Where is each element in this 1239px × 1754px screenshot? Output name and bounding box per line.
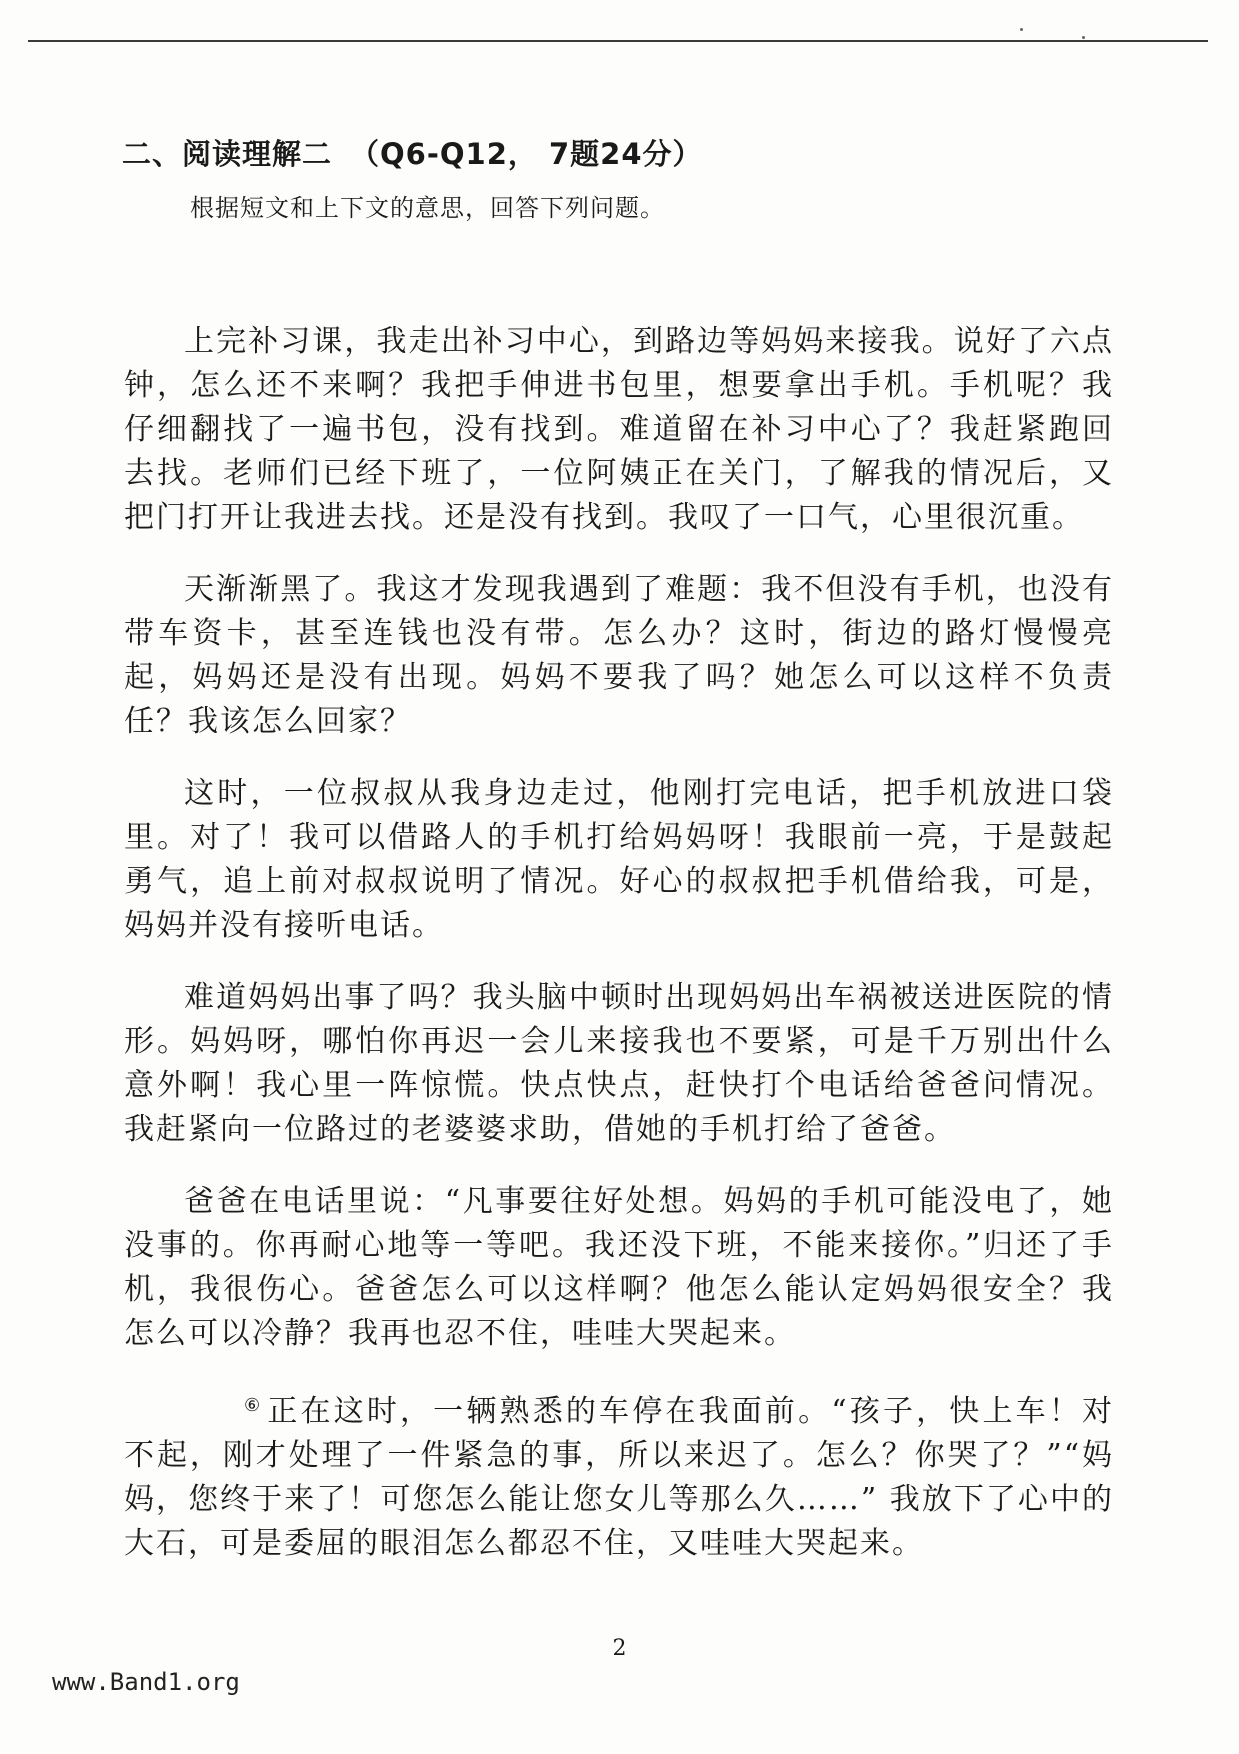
section-score: （Q6-Q12， 7题24分）	[350, 137, 703, 171]
reading-passage	[124, 320, 1114, 1594]
scan-speck	[1020, 28, 1023, 31]
instructions: 根据短文和上下文的意思，回答下列问题。	[190, 194, 665, 222]
paragraph-1: 上完补习课，我走出补习中心，到路边等妈妈来接我。说好了六点钟，怎么还不来啊？我把手伸进书包里，想要拿出手机。手机呢？我仔细翻找了一遍书包，没有找到。难道留在补习中心了？我赶紧跑回去找。老师们已经下班了，一位阿姨正在关门，了解我的情况后，又把门打开让我进去找。还是没有找到。我叹了一口气，心里很沉重。	[124, 324, 1114, 535]
section-heading	[122, 132, 703, 173]
paragraph-2: 天渐渐黑了。我这才发现我遇到了难题：我不但没有手机，也没有带车资卡，甚至连钱也没有带。怎么办？这时，街边的路灯慢慢亮起，妈妈还是没有出现。妈妈不要我了吗？她怎么可以这样不负责任？我该怎么回家？	[124, 572, 1114, 739]
paragraph-6	[124, 1384, 1114, 1566]
paragraph-3: 这时，一位叔叔从我身边走过，他刚打完电话，把手机放进口袋里。对了！我可以借路人的手机打给妈妈呀！我眼前一亮，于是鼓起勇气，追上前对叔叔说明了情况。好心的叔叔把手机借给我，可是，妈妈并没有接听电话。	[124, 776, 1114, 943]
top-rule	[28, 40, 1208, 42]
paragraph-6-text: 正在这时，一辆熟悉的车停在我面前。“孩子，快上车！对不起，刚才处理了一件紧急的事，所以来迟了。怎么？你哭了？”“妈妈，您终于来了！可您怎么能让您女儿等那么久……” 我放下了心中的大石，可是委屈的眼泪怎么都忍不住，又哇哇大哭起来。	[124, 1394, 1114, 1561]
paragraph-6-marker: ⑥	[244, 1395, 263, 1416]
paragraph-4: 难道妈妈出事了吗？我头脑中顿时出现妈妈出车祸被送进医院的情形。妈妈呀，哪怕你再迟一会儿来接我也不要紧，可是千万别出什么意外啊！我心里一阵惊慌。快点快点，赶快打个电话给爸爸问情况。我赶紧向一位路过的老婆婆求助，借她的手机打给了爸爸。	[124, 980, 1114, 1147]
section-title: 二、阅读理解二	[122, 137, 333, 171]
page-number: 2	[612, 1636, 627, 1661]
scan-speck	[1082, 36, 1085, 39]
paragraph-5: 爸爸在电话里说：“凡事要往好处想。妈妈的手机可能没电了，她没事的。你再耐心地等一等吧。我还没下班，不能来接你。”归还了手机，我很伤心。爸爸怎么可以这样啊？他怎么能认定妈妈很安全？我怎么可以冷静？我再也忍不住，哇哇大哭起来。	[124, 1184, 1114, 1351]
watermark-url: www.Band1.org	[52, 1668, 240, 1696]
